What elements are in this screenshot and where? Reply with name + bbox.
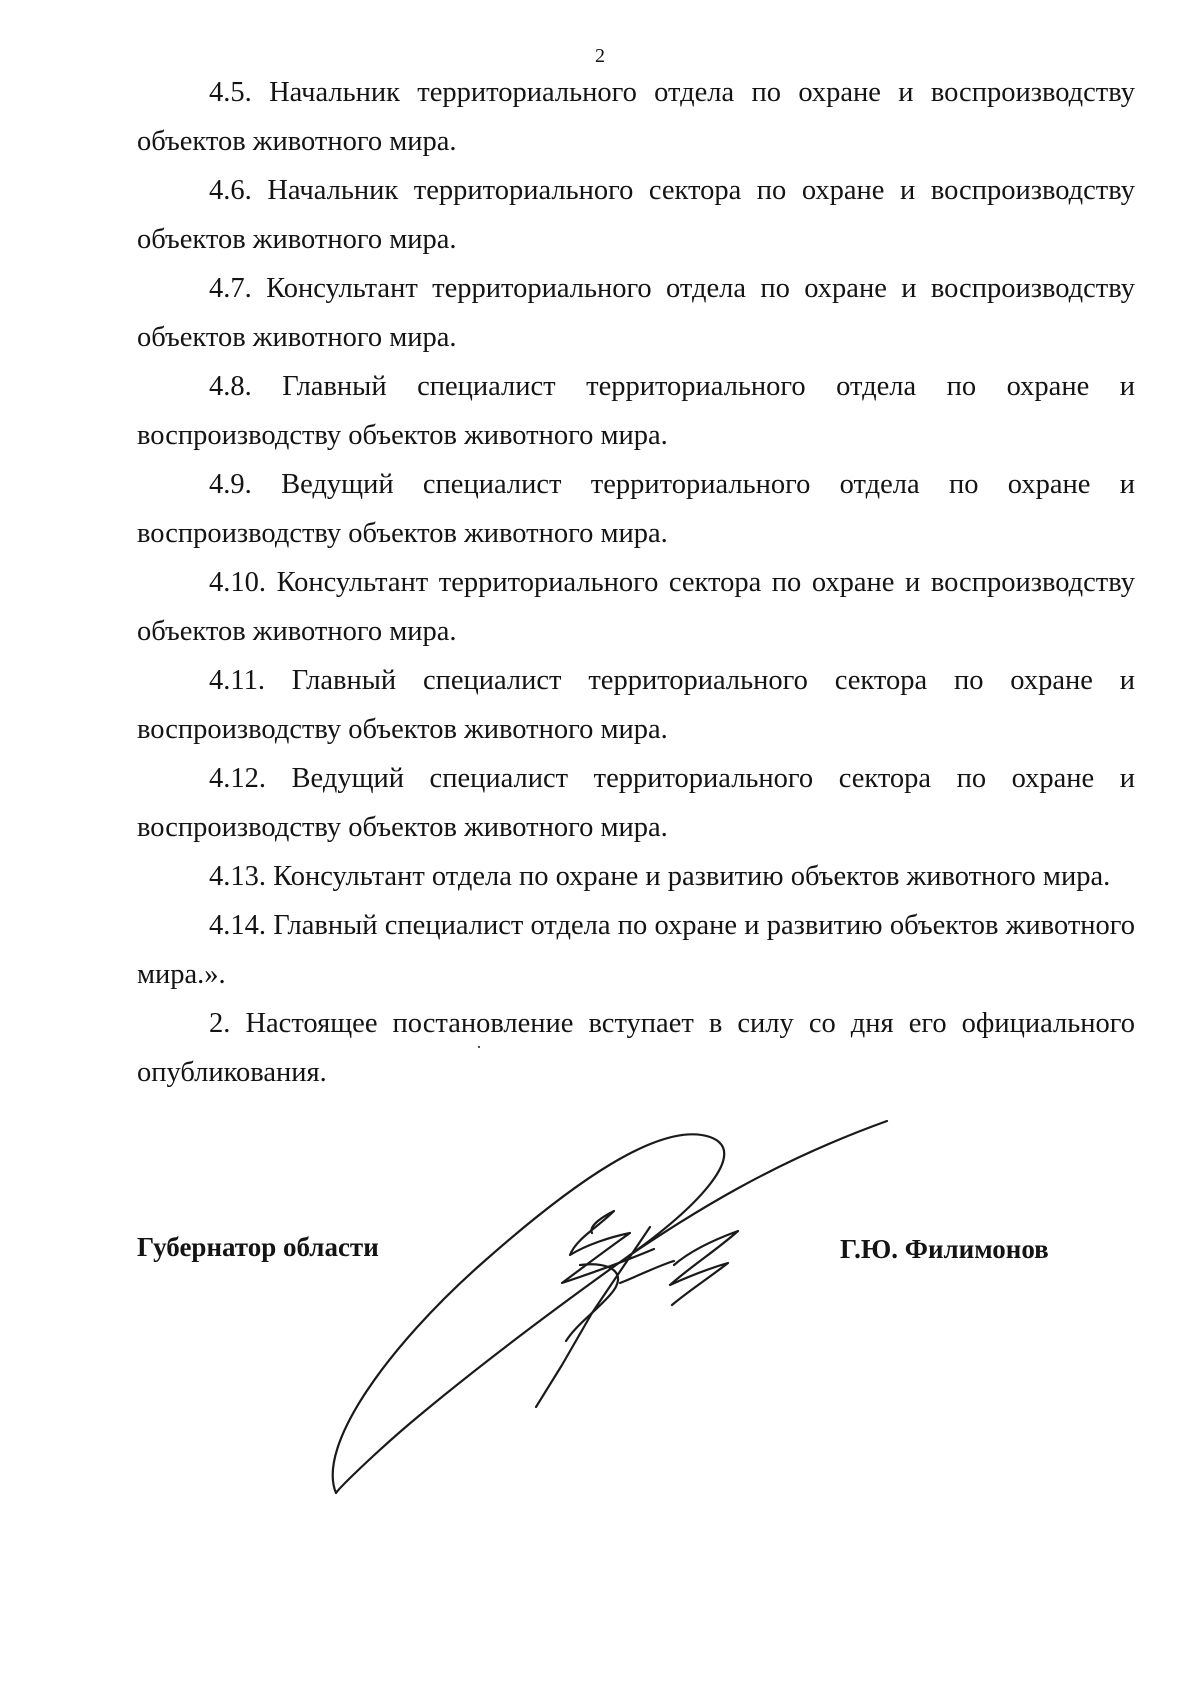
handwritten-signature [330,1115,890,1495]
paragraph-4-9: 4.9. Ведущий специалист территориального отдела по охране и воспроизводству объектов животного мира. [137,469,1135,549]
paragraph-4-5: 4.5. Начальник территориального отдела по охране и воспроизводству объектов животного мира. [137,77,1135,157]
paragraph-4-13: 4.13. Консультант отдела по охране и развитию объектов животного мира. [209,861,1111,892]
paragraph-4-10: 4.10. Консультант территориального сектора по охране и воспроизводству объектов животного мира. [137,567,1135,647]
paragraph-4-8: 4.8. Главный специалист территориального отдела по охране и воспроизводству объектов животного мира. [137,371,1135,451]
scan-speck [478,1046,480,1048]
document-body [137,68,1135,1097]
paragraph-2-effective-date: 2. Настоящее постановление вступает в силу со дня его официального опубликования. [137,1008,1135,1088]
signatory-name: Г.Ю. Филимонов [840,1234,1049,1264]
paragraph-4-7: 4.7. Консультант территориального отдела по охране и воспроизводству объектов животного мира. [137,273,1135,353]
page-number: 2 [595,45,605,67]
signatory-title: Губернатор области [137,1232,379,1262]
paragraph-4-12: 4.12. Ведущий специалист территориального сектора по охране и воспроизводству объектов животного мира. [137,763,1135,843]
paragraph-4-11: 4.11. Главный специалист территориального сектора по охране и воспроизводству объектов животного мира. [137,665,1135,745]
paragraph-4-6: 4.6. Начальник территориального сектора по охране и воспроизводству объектов животного мира. [137,175,1135,255]
paragraph-4-14: 4.14. Главный специалист отдела по охране и развитию объектов животного мира.». [137,910,1135,990]
